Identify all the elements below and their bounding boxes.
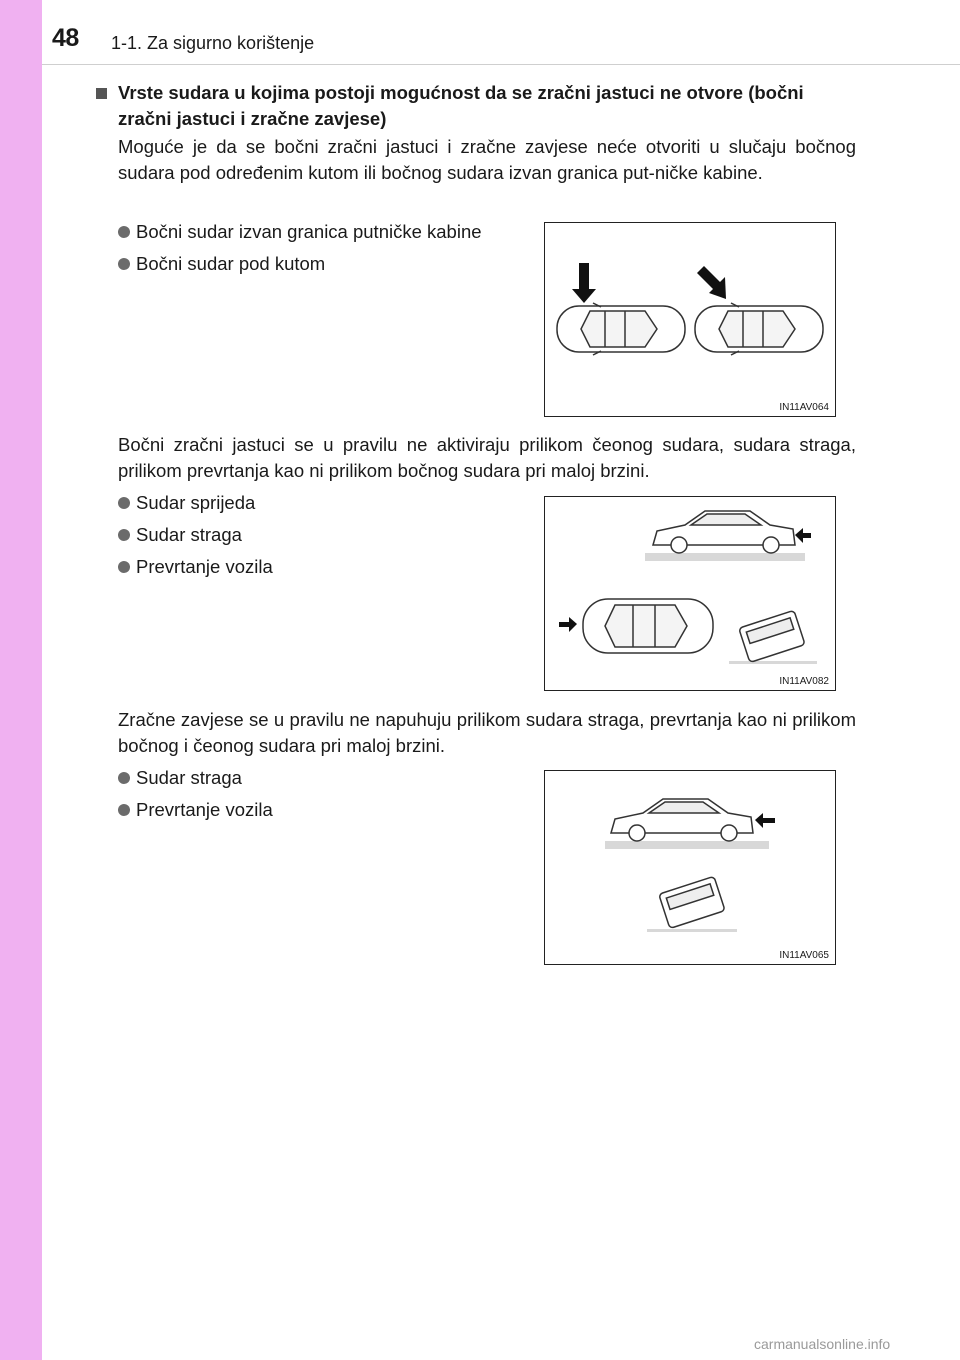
rollover-car-icon <box>739 610 805 662</box>
list-item <box>118 554 528 580</box>
section-heading-text: Vrste sudara u kojima postoji mogućnost da se zračni jastuci ne otvore (bočni zračni jastuci i zračne zavjese) <box>118 82 804 129</box>
figure-collision-types <box>544 496 836 691</box>
list-item-text: Sudar straga <box>136 767 242 788</box>
round-bullet-icon <box>118 804 130 816</box>
chapter-title: 1-1. Za sigurno korištenje <box>111 33 315 53</box>
figure-curtain-collisions <box>544 770 836 965</box>
side-tab-strip <box>0 0 42 1360</box>
car-top-view-icon <box>695 303 823 355</box>
impact-arrow-icon <box>795 528 811 543</box>
list-item-text: Prevrtanje vozila <box>136 799 273 820</box>
round-bullet-icon <box>118 258 130 270</box>
car-top-view-icon <box>557 303 685 355</box>
list-item-text: Sudar straga <box>136 524 242 545</box>
list-item <box>118 251 528 277</box>
header-divider <box>42 64 960 65</box>
figure-code: IN11AV064 <box>779 402 829 413</box>
round-bullet-icon <box>118 561 130 573</box>
curtain-collisions-illustration <box>545 771 835 964</box>
round-bullet-icon <box>118 772 130 784</box>
watermark: carmanualsonline.info <box>754 1336 891 1352</box>
list-item <box>118 490 528 516</box>
impact-arrow-icon <box>697 266 726 299</box>
bullet-list-side-airbags <box>118 490 528 586</box>
list-item-text: Prevrtanje vozila <box>136 556 273 577</box>
ground-line <box>605 841 769 849</box>
bullet-list-side-impact <box>118 219 528 283</box>
list-item-text: Sudar sprijeda <box>136 492 256 513</box>
side-impact-illustration <box>545 223 835 416</box>
figure-side-impact <box>544 222 836 417</box>
list-item-text: Bočni sudar izvan granica putničke kabine <box>136 221 482 242</box>
list-item <box>118 765 528 791</box>
paragraph-side-airbags: Bočni zračni jastuci se u pravilu ne aktiviraju prilikom čeonog sudara, sudara straga, prilikom prevrtanja kao ni prilikom bočnog sudara pri maloj brzini. <box>118 434 856 481</box>
round-bullet-icon <box>118 497 130 509</box>
intro-paragraph: Moguće je da se bočni zračni jastuci i zračne zavjese neće otvoriti u slučaju bočnog sudara pod određenim kutom ili bočnog sudara izvan granica put-ničke kabine. <box>118 136 856 183</box>
list-item <box>118 219 528 245</box>
square-bullet-icon <box>96 88 107 99</box>
impact-arrow-icon <box>559 617 577 632</box>
impact-arrow-icon <box>572 263 596 303</box>
list-item <box>118 522 528 548</box>
figure-code: IN11AV065 <box>779 950 829 961</box>
page-number: 48 <box>52 24 79 52</box>
car-side-view-icon <box>653 511 795 553</box>
bullet-list-curtain-airbags <box>118 765 528 829</box>
rollover-car-icon <box>659 876 725 928</box>
round-bullet-icon <box>118 529 130 541</box>
car-side-view-icon <box>611 799 753 841</box>
section-heading <box>96 80 856 132</box>
impact-arrow-icon <box>755 813 775 828</box>
ground-line <box>729 661 817 664</box>
paragraph-curtain-airbags: Zračne zavjese se u pravilu ne napuhuju prilikom sudara straga, prevrtanja kao ni prilikom bočnog i čeonog sudara pri maloj brzini. <box>118 709 856 756</box>
round-bullet-icon <box>118 226 130 238</box>
ground-line <box>645 553 805 561</box>
figure-code: IN11AV082 <box>779 676 829 687</box>
list-item <box>118 797 528 823</box>
list-item-text: Bočni sudar pod kutom <box>136 253 326 274</box>
ground-line <box>647 929 737 932</box>
car-top-view-icon <box>583 599 713 653</box>
collision-types-illustration <box>545 497 835 690</box>
